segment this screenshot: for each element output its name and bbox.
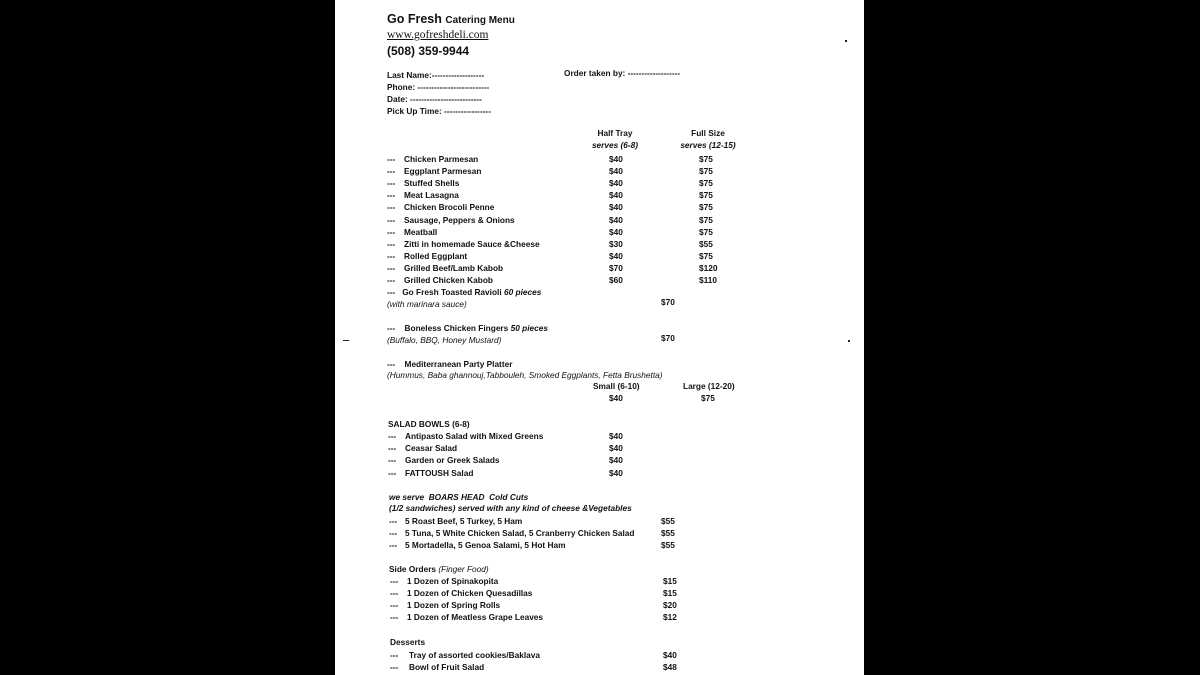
menu-title <box>387 12 515 26</box>
fingers-note: (Buffalo, BBQ, Honey Mustard) <box>387 335 502 345</box>
sides-note: (Finger Food) <box>438 564 489 574</box>
coldcuts-label: Cold Cuts <box>489 492 529 502</box>
half-tray-price: $40 <box>609 214 623 225</box>
platter-note: (Hummus, Baba ghannouj,Tabbouleh, Smoked Eggplants, Fetta Brushetta) <box>387 370 663 380</box>
date-field: Date: -------------------------- <box>387 94 482 104</box>
platter-small-label: Small (6-10) <box>593 381 640 391</box>
full-size-price: $75 <box>699 202 713 213</box>
list-dash: --- <box>387 178 396 189</box>
salad-heading: SALAD BOWLS (6-8) <box>388 419 470 429</box>
half-tray-price: $70 <box>609 262 623 273</box>
dessert-item-price: $40 <box>663 650 677 660</box>
half-tray-price: $40 <box>609 178 623 189</box>
salad-item-price: $40 <box>609 455 623 466</box>
salad-item-name: Garden or Greek Salads <box>405 455 500 466</box>
ravioli-price: $70 <box>661 297 675 307</box>
half-tray-price: $60 <box>609 275 623 285</box>
platter-small-price: $40 <box>609 393 623 403</box>
list-dash: --- <box>390 650 399 660</box>
list-dash: --- <box>387 323 396 333</box>
order-taken-field: Order taken by: ------------------- <box>564 68 681 78</box>
full-size-header: Full Size <box>691 128 725 138</box>
list-dash: --- <box>389 540 398 551</box>
coldcut-item-price: $55 <box>661 528 675 539</box>
salad-item-price: $40 <box>609 443 623 454</box>
list-dash: --- <box>388 467 397 478</box>
coldcuts-heading <box>389 492 528 502</box>
coldcut-item-price: $55 <box>661 540 675 551</box>
half-tray-serves: serves (6-8) <box>591 140 639 150</box>
salad-item-name: Antipasto Salad with Mixed Greens <box>405 431 544 441</box>
salad-item-name: FATTOUSH Salad <box>405 467 474 478</box>
list-dash: --- <box>387 154 396 164</box>
tray-item-name: Meatball <box>404 226 438 237</box>
half-tray-price: $40 <box>609 202 623 213</box>
last-name-field: Last Name:------------------- <box>387 70 485 80</box>
side-item-name: 1 Dozen of Spinakopita <box>407 576 499 586</box>
phone-field: Phone: -------------------------- <box>387 82 490 92</box>
coldcut-item-name: 5 Tuna, 5 White Chicken Salad, 5 Cranberry Chicken Salad <box>405 528 635 539</box>
platter-large-label: Large (12-20) <box>683 381 735 391</box>
scan-speck <box>850 340 853 343</box>
list-dash: --- <box>390 588 399 599</box>
side-item-price: $15 <box>663 576 677 586</box>
list-dash: --- <box>390 600 399 611</box>
sides-title: Side Orders <box>389 564 437 574</box>
fingers-qty: 50 pieces <box>510 323 548 333</box>
tray-item-name: Meat Lasagna <box>404 190 459 201</box>
ravioli-note: (with marinara sauce) <box>387 299 467 309</box>
half-tray-price: $40 <box>609 250 623 261</box>
platter-large-price: $75 <box>701 393 715 403</box>
platter-item <box>387 359 512 369</box>
side-item-price: $20 <box>663 600 677 611</box>
desserts-heading: Desserts <box>390 637 426 647</box>
list-dash: --- <box>388 443 397 454</box>
list-dash: --- <box>389 516 398 526</box>
ravioli-item <box>387 287 541 297</box>
list-dash: --- <box>390 612 399 623</box>
coldcut-item-price: $55 <box>661 516 675 526</box>
tray-item-name: Chicken Parmesan <box>404 154 479 164</box>
scan-speck <box>845 40 847 42</box>
coldcut-item-name: 5 Roast Beef, 5 Turkey, 5 Ham <box>405 516 523 526</box>
side-item-name: 1 Dozen of Meatless Grape Leaves <box>407 612 544 623</box>
half-tray-price: $40 <box>609 226 623 237</box>
fingers-item <box>387 323 548 333</box>
dessert-item-name: Bowl of Fruit Salad <box>409 662 485 673</box>
list-dash: --- <box>387 238 396 249</box>
full-size-price: $75 <box>699 178 713 189</box>
full-size-price: $75 <box>699 166 713 177</box>
tray-item-name: Grilled Beef/Lamb Kabob <box>404 262 504 273</box>
list-dash: --- <box>387 287 396 297</box>
side-item-name: 1 Dozen of Chicken Quesadillas <box>407 588 533 599</box>
ravioli-name: Go Fresh Toasted Ravioli <box>402 287 502 297</box>
full-size-serves: serves (12-15) <box>680 140 736 150</box>
menu-page <box>335 0 864 675</box>
half-tray-price: $40 <box>609 154 623 164</box>
list-dash: --- <box>390 576 399 586</box>
full-size-price: $75 <box>699 250 713 261</box>
list-dash: --- <box>387 262 396 273</box>
tray-item-name: Eggplant Parmesan <box>404 166 482 177</box>
full-size-price: $120 <box>699 262 718 273</box>
brand-name: Go Fresh <box>387 12 442 26</box>
full-size-price: $110 <box>699 275 717 285</box>
fingers-name: Boneless Chicken Fingers <box>404 323 509 333</box>
fingers-price: $70 <box>661 333 675 343</box>
tray-item-name: Sausage, Peppers & Onions <box>404 214 515 225</box>
coldcut-item-name: 5 Mortadella, 5 Genoa Salami, 5 Hot Ham <box>405 540 566 551</box>
sides-heading <box>389 564 489 574</box>
tray-item-name: Grilled Chicken Kabob <box>404 275 493 285</box>
tray-item-name: Rolled Eggplant <box>404 250 468 261</box>
list-dash: --- <box>387 166 396 177</box>
list-dash: --- <box>387 250 396 261</box>
ravioli-qty: 60 pieces <box>503 287 542 297</box>
list-dash: --- <box>387 226 396 237</box>
full-size-price: $75 <box>699 214 713 225</box>
list-dash: --- <box>387 202 396 213</box>
list-dash: --- <box>388 455 397 466</box>
full-size-price: $75 <box>699 226 713 237</box>
phone-number: (508) 359-9944 <box>387 44 470 58</box>
salad-item-price: $40 <box>609 467 623 478</box>
scan-speck <box>343 340 349 341</box>
tray-item-name: Chicken Brocoli Penne <box>404 202 495 213</box>
list-dash: --- <box>387 190 396 201</box>
side-item-price: $12 <box>663 612 677 623</box>
list-dash: --- <box>387 359 396 369</box>
list-dash: --- <box>390 662 399 673</box>
salad-item-price: $40 <box>609 431 623 441</box>
dessert-item-price: $48 <box>663 662 677 673</box>
pickup-time-field: Pick Up Time: ----------------- <box>387 106 491 116</box>
coldcuts-description: (1/2 sandwiches) served with any kind of cheese &Vegetables <box>389 503 632 513</box>
side-item-name: 1 Dozen of Spring Rolls <box>407 600 501 611</box>
list-dash: --- <box>387 275 396 285</box>
tray-item-name: Zitti in homemade Sauce &Cheese <box>404 238 540 249</box>
list-dash: --- <box>387 214 396 225</box>
list-dash: --- <box>388 431 397 441</box>
website-link[interactable]: www.gofreshdeli.com <box>387 29 489 41</box>
list-dash: --- <box>389 528 398 539</box>
coldcuts-brand: BOARS HEAD <box>428 492 485 502</box>
half-tray-price: $30 <box>609 238 623 249</box>
dessert-item-name: Tray of assorted cookies/Baklava <box>409 650 540 660</box>
coldcuts-we-serve: we serve <box>389 492 425 502</box>
half-tray-price: $40 <box>609 190 623 201</box>
tray-item-name: Stuffed Shells <box>404 178 460 189</box>
brand-subtitle: Catering Menu <box>445 15 515 26</box>
platter-name: Mediterranean Party Platter <box>404 359 513 369</box>
full-size-price: $55 <box>699 238 713 249</box>
salad-item-name: Ceasar Salad <box>405 443 458 454</box>
half-tray-header: Half Tray <box>597 128 633 138</box>
half-tray-price: $40 <box>609 166 623 177</box>
full-size-price: $75 <box>699 190 713 201</box>
full-size-price: $75 <box>699 154 713 164</box>
side-item-price: $15 <box>663 588 677 599</box>
